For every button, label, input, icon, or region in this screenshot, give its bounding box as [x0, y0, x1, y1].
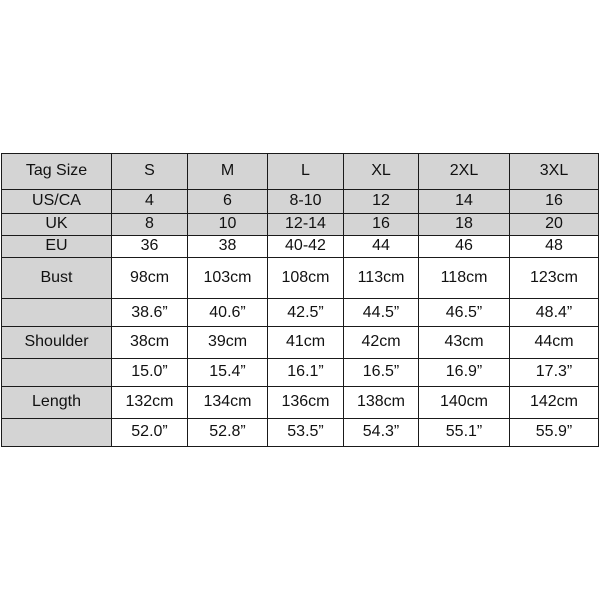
table-cell: 42cm [344, 327, 419, 359]
table-cell: 132cm [112, 387, 188, 419]
table-cell: 52.0” [112, 418, 188, 446]
table-cell: 103cm [188, 257, 268, 298]
row-shoulder-in [2, 358, 599, 386]
table-cell: 16.1” [268, 358, 344, 386]
table-cell: 46.5” [419, 298, 510, 326]
table-cell: 17.3” [510, 358, 599, 386]
table-cell: 118cm [419, 257, 510, 298]
cell-size-l: L [268, 154, 344, 190]
table-cell: 36 [112, 235, 188, 257]
table-cell: 16 [344, 213, 419, 235]
table-cell: 142cm [510, 387, 599, 419]
table-cell: 18 [419, 213, 510, 235]
table-cell: 16.5” [344, 358, 419, 386]
row-label: UK [2, 213, 112, 235]
table-cell: 54.3” [344, 418, 419, 446]
table-cell: 40-42 [268, 235, 344, 257]
row-label: Tag Size [2, 154, 112, 190]
cell-size-m: M [188, 154, 268, 190]
table-cell: 16.9” [419, 358, 510, 386]
cell-size-3xl: 3XL [510, 154, 599, 190]
row-label: Bust [2, 257, 112, 298]
table-cell: 14 [419, 189, 510, 213]
table-cell: 42.5” [268, 298, 344, 326]
table-cell: 8 [112, 213, 188, 235]
table-cell: 6 [188, 189, 268, 213]
row-label: EU [2, 235, 112, 257]
table-cell: 10 [188, 213, 268, 235]
table-cell: 44 [344, 235, 419, 257]
table-cell: 108cm [268, 257, 344, 298]
row-bust-in [2, 298, 599, 326]
row-label [2, 358, 112, 386]
row-label: US/CA [2, 189, 112, 213]
table-cell: 136cm [268, 387, 344, 419]
table-cell: 15.4” [188, 358, 268, 386]
table-cell: 48.4” [510, 298, 599, 326]
row-bust-cm [2, 257, 599, 298]
table-cell: 53.5” [268, 418, 344, 446]
table-cell: 55.1” [419, 418, 510, 446]
row-label [2, 298, 112, 326]
cell-size-2xl: 2XL [419, 154, 510, 190]
row-eu [2, 235, 599, 257]
size-chart-table [1, 153, 599, 447]
table-cell: 38.6” [112, 298, 188, 326]
table-cell: 55.9” [510, 418, 599, 446]
cell-size-s: S [112, 154, 188, 190]
row-length-in [2, 418, 599, 446]
table-cell: 43cm [419, 327, 510, 359]
table-cell: 16 [510, 189, 599, 213]
row-length-cm [2, 387, 599, 419]
table-cell: 52.8” [188, 418, 268, 446]
table-cell: 138cm [344, 387, 419, 419]
table-cell: 140cm [419, 387, 510, 419]
table-cell: 113cm [344, 257, 419, 298]
table-cell: 20 [510, 213, 599, 235]
row-shoulder-cm [2, 327, 599, 359]
table-cell: 134cm [188, 387, 268, 419]
row-label: Length [2, 387, 112, 419]
table-cell: 48 [510, 235, 599, 257]
cell-size-xl: XL [344, 154, 419, 190]
table-cell: 44.5” [344, 298, 419, 326]
table-cell: 15.0” [112, 358, 188, 386]
table-cell: 12-14 [268, 213, 344, 235]
row-label: Shoulder [2, 327, 112, 359]
table-cell: 123cm [510, 257, 599, 298]
table-cell: 39cm [188, 327, 268, 359]
table-cell: 98cm [112, 257, 188, 298]
row-us-ca [2, 189, 599, 213]
row-tag-size [2, 154, 599, 190]
table-cell: 4 [112, 189, 188, 213]
row-label [2, 418, 112, 446]
table-cell: 44cm [510, 327, 599, 359]
table-cell: 38 [188, 235, 268, 257]
table-cell: 12 [344, 189, 419, 213]
table-cell: 8-10 [268, 189, 344, 213]
table-cell: 41cm [268, 327, 344, 359]
table-cell: 46 [419, 235, 510, 257]
table-cell: 38cm [112, 327, 188, 359]
table-cell: 40.6” [188, 298, 268, 326]
row-uk [2, 213, 599, 235]
